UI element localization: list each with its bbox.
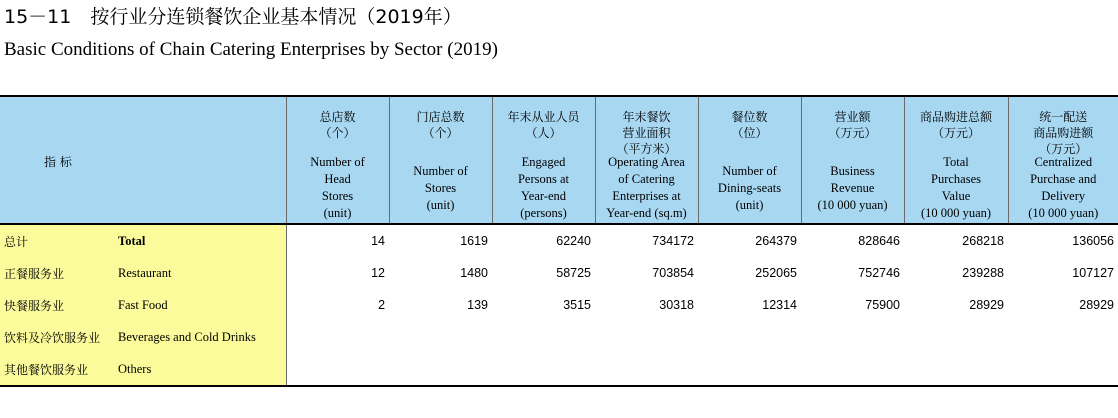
column-header-cn-line: 年末餐饮 (622, 110, 671, 124)
column-header-en (817, 153, 887, 223)
column-header-cn-line: （人） (525, 126, 562, 140)
table-cell: 239288 (962, 266, 1005, 280)
column-header (904, 96, 1008, 224)
column-header-en-line: Engaged (521, 155, 566, 169)
table-title-cn: 15－11 按行业分连锁餐饮企业基本情况（2019年） (4, 6, 462, 28)
column-header-en-line: Centralized (1034, 155, 1093, 169)
table-row (0, 289, 1118, 321)
column-header-en-line: Year-end (521, 189, 566, 203)
table-cell: 752746 (858, 266, 901, 280)
column-header-cn-line: 商品购进总额 (920, 110, 993, 124)
table-cell (1008, 321, 1118, 353)
row-label-en: Others (118, 353, 286, 386)
column-header-en-line: (10 000 yuan) (817, 197, 888, 212)
table-cell: 14 (371, 234, 386, 248)
column-header-en-line: Dining-seats (717, 180, 782, 195)
column-header-en-line: Purchases (931, 172, 982, 186)
column-header (389, 96, 492, 224)
indicator-label: 指 标 (44, 155, 72, 169)
row-label-cn: 其他餐饮服务业 (0, 353, 118, 386)
column-header-cn (732, 109, 768, 153)
column-header-en-line: Value (941, 189, 971, 203)
table-cell (801, 321, 904, 353)
table-row (0, 257, 1118, 289)
table-cell (698, 321, 801, 353)
column-header-en-line: Number of (310, 155, 365, 169)
row-label-cn: 快餐服务业 (0, 289, 118, 321)
column-header-cn-line: 总店数 (319, 110, 356, 124)
row-label-en: Total (118, 224, 286, 257)
table-cell (595, 321, 698, 353)
column-header-en (921, 153, 991, 223)
table-cell (801, 353, 904, 386)
table-cell (595, 353, 698, 386)
table-cell: 703854 (652, 266, 695, 280)
column-header-cn-line: 营业额 (834, 110, 871, 124)
column-header-en-line: Delivery (1041, 189, 1086, 203)
table-cell: 734172 (652, 234, 695, 248)
column-header (698, 96, 801, 224)
column-header-en (413, 153, 468, 223)
column-header (595, 96, 698, 224)
column-header-cn-line: （位） (731, 126, 768, 140)
table-cell: 828646 (858, 234, 901, 248)
table-cell: 107127 (1072, 266, 1115, 280)
column-header-en-line: (unit) (735, 197, 764, 212)
column-header-en-line: Total (943, 155, 969, 169)
column-header-cn-line: 营业面积 (622, 126, 671, 140)
table-row (0, 224, 1118, 257)
column-header (286, 96, 389, 224)
indicator-header (0, 96, 286, 224)
table-cell: 3515 (563, 298, 592, 312)
column-header-en-line: Persons at (517, 172, 570, 186)
table-cell: 2 (378, 298, 386, 312)
table-cell: 139 (467, 298, 489, 312)
column-header-cn-line: （个） (422, 126, 459, 140)
column-header (1008, 96, 1118, 224)
column-header-cn-line: （个） (319, 126, 356, 140)
table-cell (389, 353, 492, 386)
column-header-en (718, 153, 781, 223)
column-header-cn-line: 餐位数 (731, 110, 768, 124)
table-cell: 1480 (460, 266, 489, 280)
table-cell (1008, 353, 1118, 386)
column-header-en-line: Stores (321, 189, 354, 203)
table-cell: 268218 (962, 234, 1005, 248)
column-header-en-line: Head (324, 172, 351, 186)
column-header-cn (508, 109, 580, 153)
table-cell: 1619 (460, 234, 489, 248)
row-label-cn: 正餐服务业 (0, 257, 118, 289)
row-label-en: Beverages and Cold Drinks (118, 321, 286, 353)
row-label-en: Restaurant (118, 257, 286, 289)
column-header-en-line: Stores (424, 180, 457, 195)
column-header-en-line: (10 000 yuan) (920, 206, 992, 220)
column-header-en-line: Operating Area (608, 155, 685, 169)
column-header-cn-line: 统一配送 (1039, 110, 1088, 124)
table-title-en: Basic Conditions of Chain Catering Enterprises by Sector (2019) (4, 39, 498, 60)
column-header-en-line: Purchase and (1030, 172, 1097, 186)
table-cell: 62240 (556, 234, 592, 248)
column-header-en-line: (persons) (520, 206, 567, 220)
column-header-en-line: (unit) (323, 206, 352, 220)
column-header-cn-line: （万元） (932, 126, 981, 140)
column-header (801, 96, 904, 224)
table-cell: 28929 (1079, 298, 1115, 312)
table-cell: 75900 (865, 298, 901, 312)
table-cell (286, 321, 389, 353)
table-cell: 58725 (556, 266, 592, 280)
column-header-en-line: Number of (413, 163, 468, 178)
column-header-cn-line: 门店总数 (416, 110, 465, 124)
table-cell (492, 353, 595, 386)
table-cell (286, 353, 389, 386)
table-cell: 30318 (659, 298, 695, 312)
column-header-cn-line: 商品购进额 (1033, 126, 1094, 140)
column-header-en-line: Revenue (830, 180, 875, 195)
column-header-en-line: Enterprises at (612, 189, 681, 203)
column-header-en (1028, 153, 1098, 223)
column-header-en-line: Business (830, 163, 875, 178)
header-row (0, 96, 1118, 224)
column-header-cn (320, 109, 356, 153)
column-header-cn-line: （万元） (828, 126, 877, 140)
table-row (0, 353, 1118, 386)
column-header-en (518, 153, 569, 223)
table-row (0, 321, 1118, 353)
column-header-cn-line: （万元） (1039, 142, 1088, 156)
column-header-cn-line: （平方米） (616, 142, 677, 156)
column-header (492, 96, 595, 224)
column-header-en-line: Number of (722, 163, 777, 178)
column-header-cn (920, 109, 992, 153)
column-header-en (310, 153, 365, 223)
table-cell (904, 353, 1008, 386)
table-body (0, 224, 1118, 386)
table-cell: 12 (371, 266, 386, 280)
table-cell: 252065 (755, 266, 798, 280)
column-header-cn (417, 109, 465, 153)
table-cell: 136056 (1072, 234, 1115, 248)
row-label-cn: 总计 (0, 224, 118, 257)
column-header-en-line: of Catering (618, 172, 675, 186)
data-table (0, 95, 1118, 387)
column-header-cn (616, 109, 677, 156)
column-header-en-line: Year-end (sq.m) (606, 206, 687, 220)
table-cell (492, 321, 595, 353)
column-header-en (606, 153, 686, 223)
column-header-cn (829, 109, 877, 153)
table-cell: 264379 (755, 234, 798, 248)
row-label-en: Fast Food (118, 289, 286, 321)
table-cell (389, 321, 492, 353)
row-label-cn: 饮料及冷饮服务业 (0, 321, 118, 353)
table-cell: 28929 (969, 298, 1005, 312)
table-cell: 12314 (762, 298, 798, 312)
column-header-en-line: (10 000 yuan) (1028, 206, 1099, 220)
table-cell (904, 321, 1008, 353)
column-header-cn (1033, 109, 1094, 156)
column-header-cn-line: 年末从业人员 (507, 110, 580, 124)
table-cell (698, 353, 801, 386)
column-header-en-line: (unit) (426, 197, 455, 212)
